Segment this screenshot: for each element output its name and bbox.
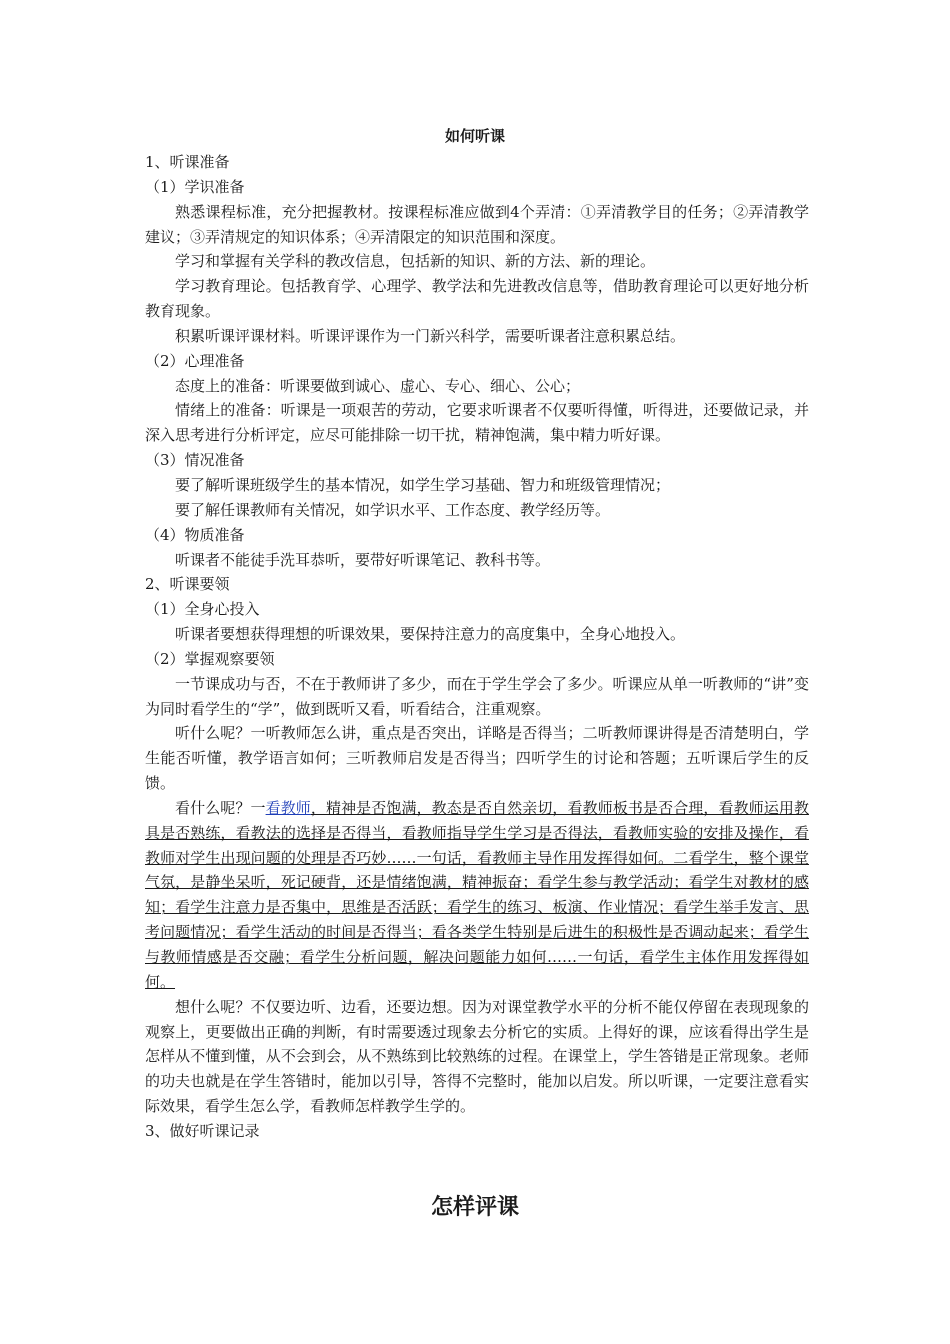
second-title: 怎样评课 bbox=[430, 1194, 519, 1220]
paragraph: 听什么呢？一听教师怎么讲，重点是否突出，详略是否得当；二听教师课讲得是否清楚明白，学生能否听懂，教学语言如何；三听教师启发是否得当；四听学生的讨论和答题；五听课后学生的反馈。 bbox=[145, 724, 809, 793]
paragraph-look bbox=[145, 796, 809, 995]
document-body bbox=[145, 150, 809, 1144]
underlined-text: ，精神是否饱满，教态是否自然亲切，看教师板书是否合理，看教师运用教具是否熟练，看教法的选择是否得当，看教师指导学生学习是否得法，看教师实验的安排及操作，看教师对学生出现问题的处理是否巧妙……一句话，看教师主导作用发挥得如何。二看学生，整个课堂气氛，是静坐呆听，死记硬背，还是情绪饱满，精神振奋；看学生参与教学活动；看学生对教材的感知；看学生注意力是否集中，思维是否活跃；看学生的练习、板演、作业情况；看学生举手发言、思考问题情况；看学生活动的时间是否得当；看各类学生特别是后进生的积极性是否调动起来；看学生与教师情感是否交融；看学生分析问题，解决问题能力如何……一句话，看学生主体作用发挥得如何。 bbox=[145, 798, 809, 991]
section-2-1-heading: （1）全身心投入 bbox=[145, 600, 260, 619]
hyperlink[interactable]: 看教师 bbox=[265, 798, 311, 817]
paragraph: 要了解听课班级学生的基本情况，如学生学习基础、智力和班级管理情况； bbox=[175, 475, 671, 494]
page-title: 如何听课 bbox=[444, 127, 505, 145]
paragraph: 情绪上的准备：听课是一项艰苦的劳动，它要求听课者不仅要听得懂，听得进，还要做记录，并深入思考进行分析评定，应尽可能排除一切干扰，精神饱满，集中精力听好课。 bbox=[145, 401, 809, 445]
section-1-3-heading: （3）情况准备 bbox=[145, 451, 245, 470]
section-1-4-heading: （4）物质准备 bbox=[145, 525, 245, 544]
section-1-2-heading: （2）心理准备 bbox=[145, 351, 245, 370]
paragraph: 听课者不能徒手洗耳恭听，要带好听课笔记、教科书等。 bbox=[175, 550, 551, 569]
paragraph-lead: 看什么呢？一 bbox=[175, 798, 266, 817]
paragraph: 积累听课评课材料。听课评课作为一门新兴科学，需要听课者注意积累总结。 bbox=[175, 326, 686, 345]
section-2-heading: 2、听课要领 bbox=[145, 575, 230, 594]
section-3-heading: 3、做好听课记录 bbox=[145, 1121, 260, 1140]
section-2-2-heading: （2）掌握观察要领 bbox=[145, 649, 275, 668]
section-1-1-heading: （1）学识准备 bbox=[145, 177, 245, 196]
paragraph: 一节课成功与否，不在于教师讲了多少，而在于学生学会了多少。听课应从单一听教师的“讲”变为同时看学生的“学”，做到既听又看，听看结合，注重观察。 bbox=[145, 674, 809, 718]
paragraph: 想什么呢？不仅要边听、边看，还要边想。因为对课堂教学水平的分析不能仅停留在表现现象的观察上，更要做出正确的判断，有时需要透过现象去分析它的实质。上得好的课，应该看得出学生是怎样从不懂到懂，从不会到会，从不熟练到比较熟练的过程。在课堂上，学生答错是正常现象。老师的功夫也就是在学生答错时，能加以引导，答得不完整时，能加以启发。所以听课，一定要注意看实际效果，看学生怎么学，看教师怎样教学生学的。 bbox=[145, 997, 809, 1116]
paragraph: 学习教育理论。包括教育学、心理学、教学法和先进教改信息等，借助教育理论可以更好地分析教育现象。 bbox=[145, 277, 809, 321]
paragraph: 熟悉课程标准，充分把握教材。按课程标准应做到4个弄清：①弄清教学目的任务；②弄清教学建议；③弄清规定的知识体系；④弄清限定的知识范围和深度。 bbox=[145, 202, 809, 246]
paragraph: 态度上的准备：听课要做到诚心、虚心、专心、细心、公心； bbox=[175, 376, 581, 395]
paragraph: 学习和掌握有关学科的教改信息，包括新的知识、新的方法、新的理论。 bbox=[175, 252, 656, 271]
paragraph: 要了解任课教师有关情况，如学识水平、工作态度、教学经历等。 bbox=[175, 500, 611, 519]
paragraph: 听课者要想获得理想的听课效果，要保持注意力的高度集中，全身心地投入。 bbox=[175, 625, 686, 644]
section-1-heading: 1、听课准备 bbox=[145, 153, 230, 171]
